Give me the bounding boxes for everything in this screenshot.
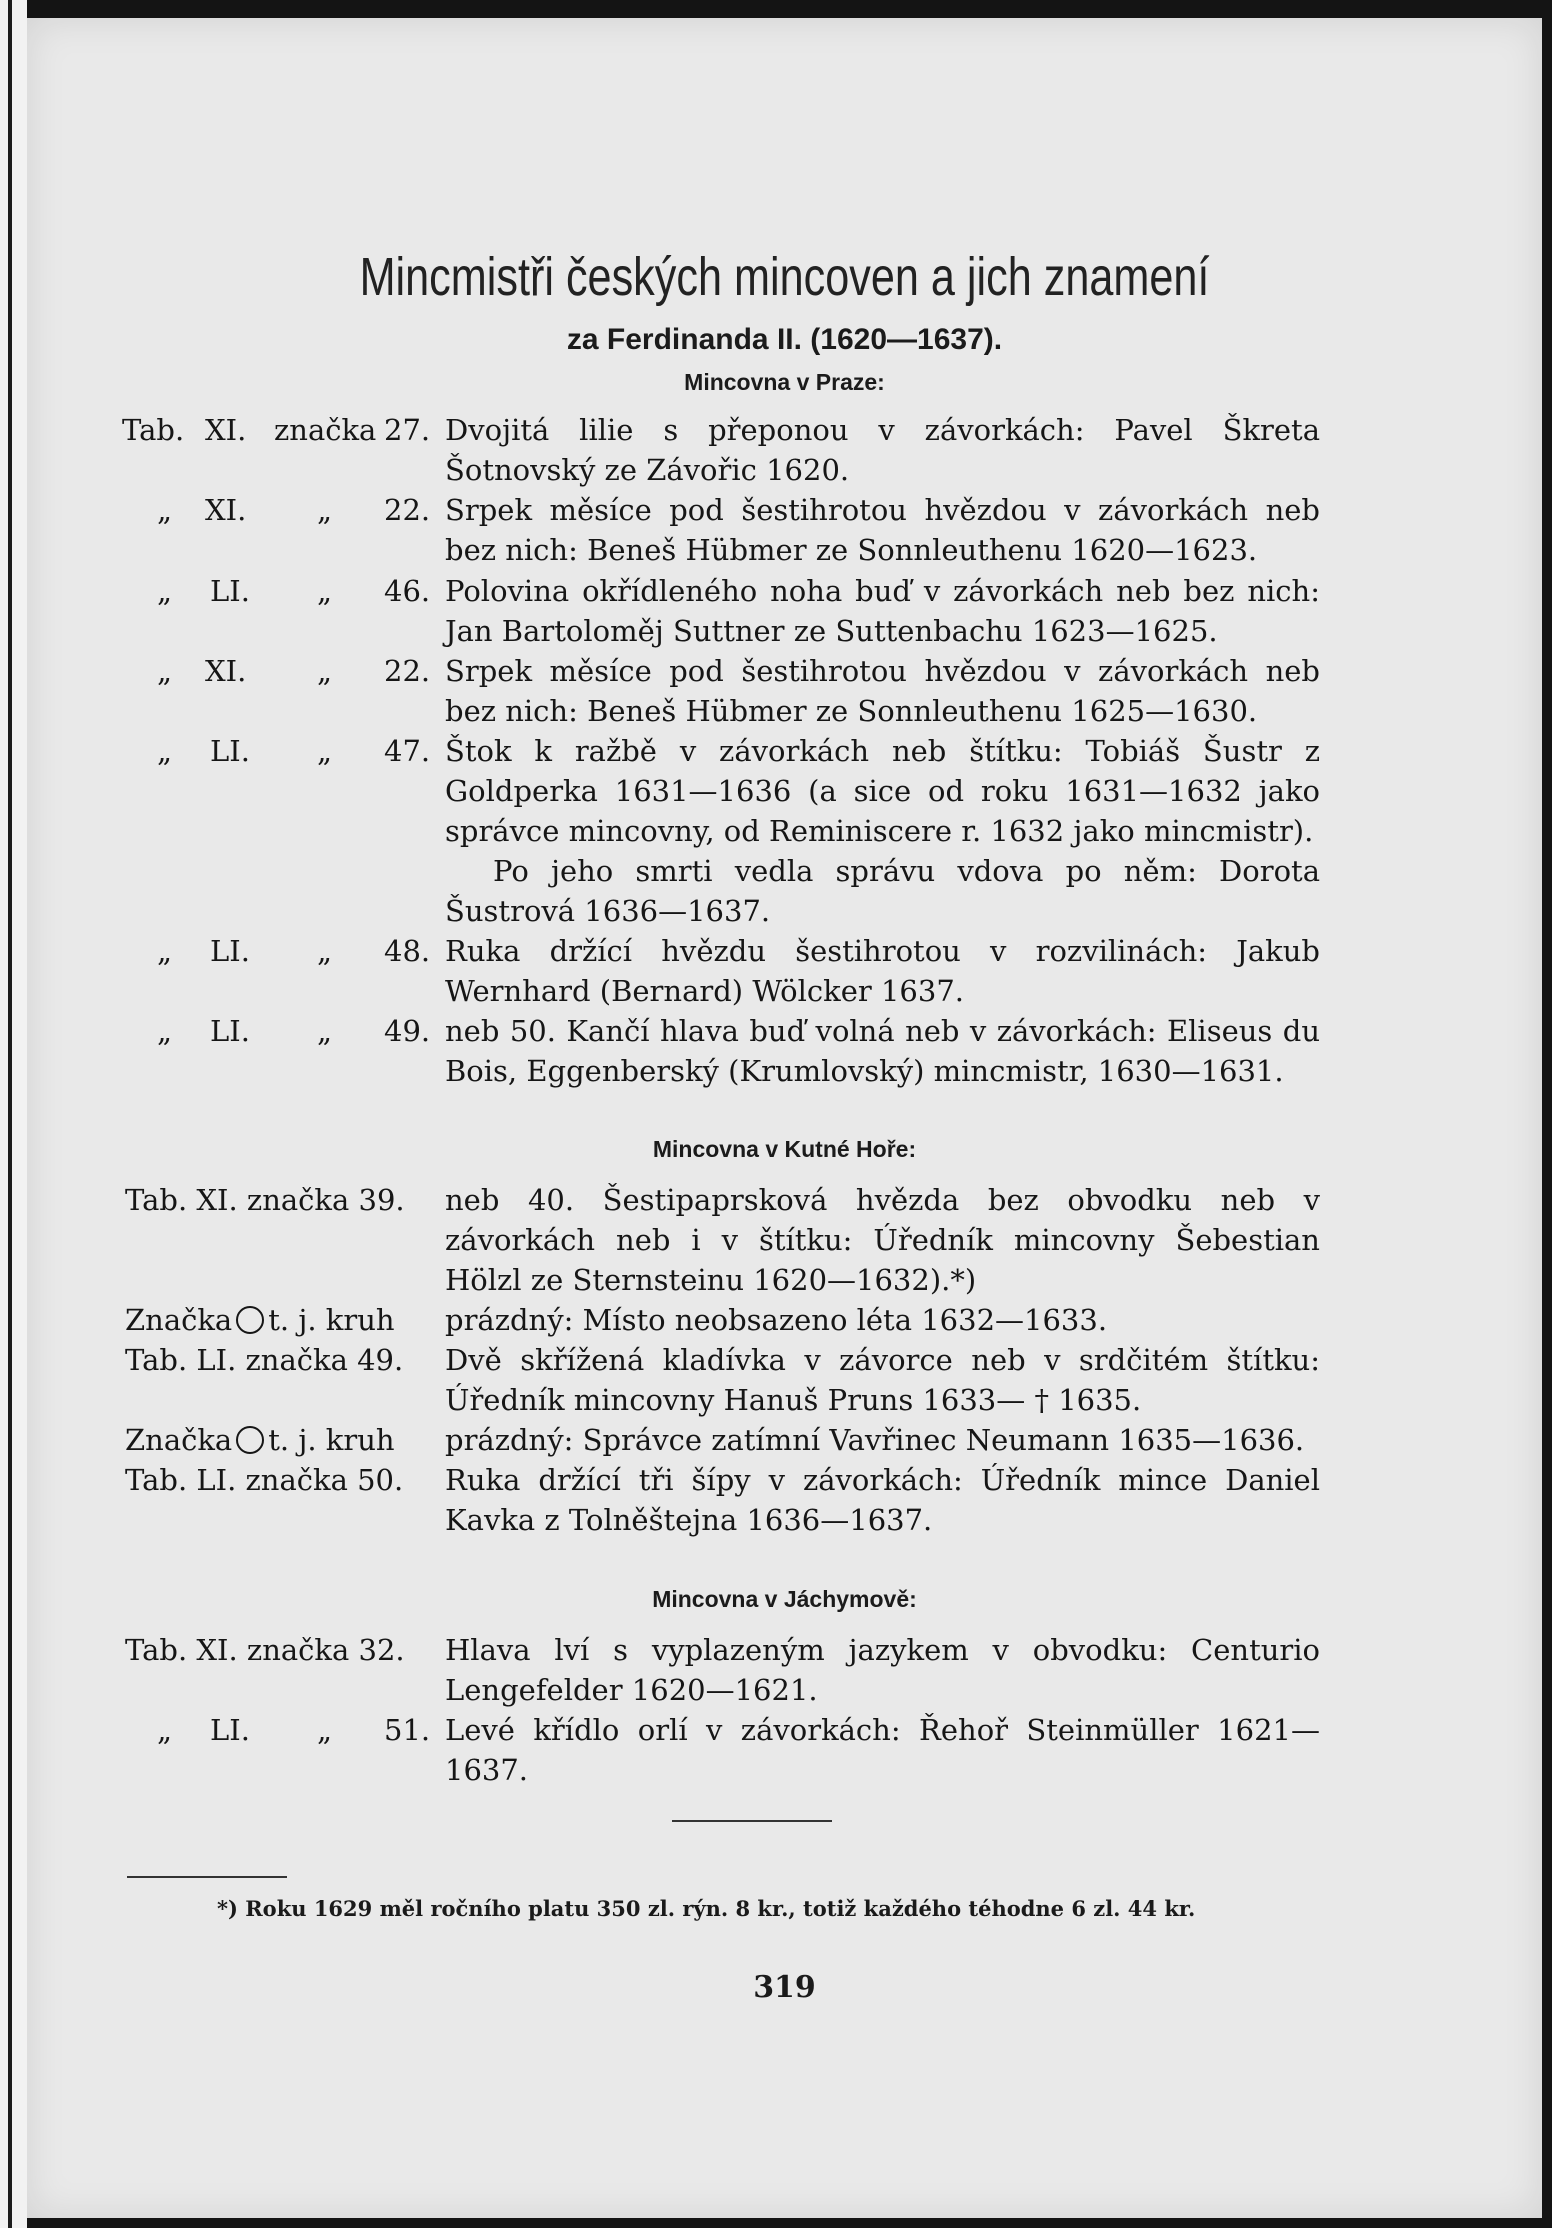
entry-label: Tab. XI. značka 39.: [125, 1183, 405, 1217]
footnote: *) Roku 1629 měl ročního platu 350 zl. rýn. 8 kr., totiž každého téhodne 6 zl. 44 kr.: [217, 1896, 1196, 1921]
entry-text: Ruka držící tři šípy v závorkách: Úředník mince Daniel Kavka z Tolněštejna 1636—1637.: [445, 1463, 1320, 1537]
entry-table-number: LI.: [210, 1014, 250, 1048]
book-page: [27, 18, 1542, 2218]
entry-mark-label: „: [317, 1014, 333, 1048]
entry-text: neb 40. Šestipaprsková hvězda bez obvodku neb v závorkách neb i v štítku: Úředník mincovny Šebestian Hölzl ze Sternsteinu 1620—1632).*): [445, 1183, 1320, 1297]
entry-mark-label: „: [317, 574, 333, 608]
entry-text: Polovina okřídleného noha buď v závorkách neb bez nich: Jan Bartoloměj Suttner ze Suttenbachu 1623—1625.: [445, 574, 1320, 648]
entry-table-number: LI.: [210, 1713, 250, 1747]
entry-text: prázdný: Místo neobsazeno léta 1632—1633.: [445, 1303, 1108, 1337]
entry-mark-number: 47.: [384, 734, 431, 768]
entry-mark-number: 49.: [384, 1014, 431, 1048]
empty-circle-icon: [236, 1426, 264, 1454]
entry-tab: „: [157, 574, 173, 608]
entry-mark-label: „: [317, 934, 333, 968]
section-heading-praha: Mincovna v Praze:: [684, 369, 885, 395]
mark-label: Značka: [125, 1423, 233, 1457]
entry-label: Tab. LI. značka 49.: [125, 1343, 404, 1377]
page-title: Mincmistři českých mincoven a jich znamení: [359, 247, 1210, 307]
entry-mark-number: 51.: [384, 1713, 431, 1747]
entry-mark-number: 22.: [384, 493, 431, 527]
entry-tab: „: [157, 934, 173, 968]
page-left-margin: [0, 0, 27, 2228]
entry-table-number: XI.: [205, 654, 247, 688]
entry-mark-label: „: [317, 1713, 333, 1747]
mark-label: Značka: [125, 1303, 233, 1337]
page-number: 319: [753, 1970, 816, 2005]
section-heading-jachymov: Mincovna v Jáchymově:: [652, 1586, 917, 1612]
entry-tab: „: [157, 1713, 173, 1747]
entry-text: Ruka držící hvězdu šestihrotou v rozvilinách: Jakub Wernhard (Bernard) Wölcker 1637.: [445, 934, 1320, 1008]
entry-mark-number: 48.: [384, 934, 431, 968]
section-divider: [672, 1820, 832, 1822]
entry-text: Srpek měsíce pod šestihrotou hvězdou v závorkách neb bez nich: Beneš Hübmer ze Sonnleuthenu 1625—1630.: [445, 654, 1320, 728]
entry-text: Dvě skřížená kladívka v závorce neb v srdčitém štítku: Úředník mincovny Hanuš Pruns 1633— † 1635.: [445, 1343, 1320, 1417]
entry-mark-label: značka: [274, 413, 377, 447]
entry-text: prázdný: Správce zatímní Vavřinec Neumann 1635—1636.: [445, 1423, 1305, 1457]
entry-table-number: XI.: [205, 413, 247, 447]
page-subtitle: za Ferdinanda II. (1620—1637).: [566, 323, 1003, 356]
empty-circle-icon: [236, 1306, 264, 1334]
entry-tab: „: [157, 734, 173, 768]
entry-tab: Tab.: [122, 413, 185, 447]
entry-table-number: XI.: [205, 493, 247, 527]
entry-mark-label: „: [317, 493, 333, 527]
mark-description: t. j. kruh: [268, 1423, 395, 1457]
entry-tab: „: [157, 654, 173, 688]
entry-text: Srpek měsíce pod šestihrotou hvězdou v závorkách neb bez nich: Beneš Hübmer ze Sonnleuthenu 1620—1623.: [445, 493, 1320, 567]
footnote-rule: [127, 1876, 287, 1878]
entry-label: Tab. LI. značka 50.: [125, 1463, 404, 1497]
binding-edge: [8, 0, 12, 2228]
mark-description: t. j. kruh: [268, 1303, 395, 1337]
entry-label: [125, 1420, 395, 1460]
entry-tab: „: [157, 493, 173, 527]
entry-note: Po jeho smrti vedla správu vdova po něm: Dorota Šustrová 1636—1637.: [445, 854, 1320, 928]
entry-text: Štok k ražbě v závorkách neb štítku: Tobiáš Šustr z Goldperka 1631—1636 (a sice od roku 1631—1632 jako správce mincovny, od Reminiscere r. 1632 jako mincmistr).: [445, 734, 1320, 848]
entry-text: Levé křídlo orlí v závorkách: Řehoř Steinmüller 1621—1637.: [445, 1713, 1320, 1787]
entry-mark-label: „: [317, 654, 333, 688]
section-heading-kutna-hora: Mincovna v Kutné Hoře:: [652, 1136, 917, 1162]
entry-table-number: LI.: [210, 934, 250, 968]
entry-tab: „: [157, 1014, 173, 1048]
entry-text: neb 50. Kančí hlava buď volná neb v závorkách: Eliseus du Bois, Eggenberský (Krumlovský) mincmistr, 1630—1631.: [445, 1014, 1320, 1088]
entry-text: Hlava lví s vyplazeným jazykem v obvodku: Centurio Lengefelder 1620—1621.: [445, 1633, 1320, 1707]
entry-text: Dvojitá lilie s přeponou v závorkách: Pavel Škreta Šotnovský ze Závořic 1620.: [445, 413, 1320, 487]
entry-table-number: LI.: [210, 734, 250, 768]
entry-mark-number: 22.: [384, 654, 431, 688]
entry-mark-label: „: [317, 734, 333, 768]
entry-table-number: LI.: [210, 574, 250, 608]
entry-mark-number: 46.: [384, 574, 431, 608]
entry-label: [125, 1300, 395, 1340]
entry-mark-number: 27.: [384, 413, 431, 447]
entry-label: Tab. XI. značka 32.: [125, 1633, 405, 1667]
